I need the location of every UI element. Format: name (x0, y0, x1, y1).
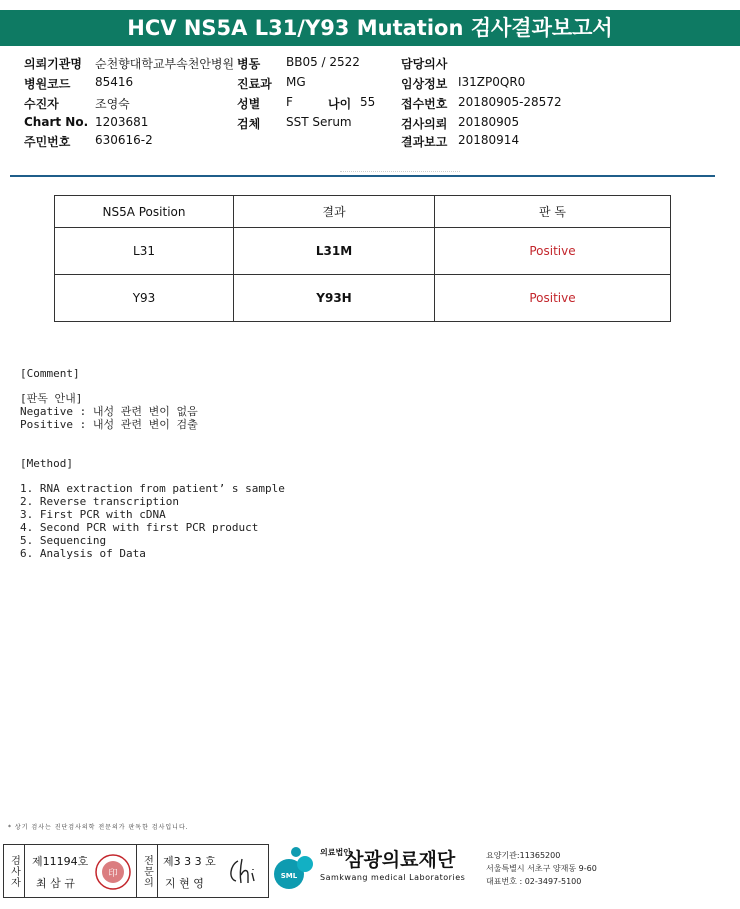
info-label: 병동 (237, 57, 261, 71)
lab-address: 서울특별시 서초구 양재동 9-60 (486, 864, 597, 873)
info-value: 55 (360, 95, 376, 109)
info-label: 수진자 (24, 97, 59, 111)
info-value: BB05 / 2522 (286, 55, 360, 69)
info-label: 담당의사 (401, 57, 448, 71)
info-label: 검체 (237, 117, 261, 131)
info-value: 630616-2 (95, 133, 153, 147)
info-label: 나이 (328, 97, 352, 111)
method-step: 2. Reverse transcription (20, 495, 179, 508)
signature-icon (224, 855, 264, 889)
footer-note: * 상기 검사는 진단검사의학 전문의가 판독한 검사입니다. (8, 824, 189, 831)
info-label: 병원코드 (24, 77, 71, 91)
report-title: HCV NS5A L31/Y93 Mutation 검사결과보고서 (0, 10, 740, 46)
info-value: 20180914 (458, 133, 520, 147)
table-row (55, 275, 671, 322)
info-label: 결과보고 (401, 135, 448, 149)
sml-logo-text: SML (280, 872, 298, 880)
info-value: 20180905-28572 (458, 95, 562, 109)
info-value: 20180905 (458, 115, 520, 129)
position-cell: Y93 (55, 275, 234, 322)
method-step: 1. RNA extraction from patient’ s sample (20, 482, 285, 495)
method-step: 6. Analysis of Data (20, 547, 146, 560)
info-label: 성별 (237, 97, 261, 111)
seal-icon (94, 853, 132, 891)
negative-guide: Negative : 내성 관련 변이 없음 (20, 405, 198, 418)
info-label: 접수번호 (401, 97, 448, 111)
method-step: 5. Sequencing (20, 534, 107, 547)
info-label: 검사의뢰 (401, 117, 448, 131)
info-row (24, 55, 82, 72)
method-step: 4. Second PCR with first PCR product (20, 521, 259, 534)
doctor-license: 제3 3 3 호 (163, 855, 216, 868)
position-cell: L31 (55, 228, 234, 275)
examiner-label-text: 검사자 (8, 854, 20, 888)
doctor-label-text: 전문의 (141, 854, 153, 888)
info-label: 진료과 (237, 77, 272, 91)
dotted-divider (340, 171, 460, 172)
info-value: I31ZP0QR0 (458, 75, 526, 89)
foundation-block (320, 845, 465, 882)
comment-heading: [Comment] (20, 367, 80, 380)
doctor-name: 지 현 영 (165, 877, 204, 890)
signature-box (3, 844, 269, 898)
result-cell: Y93H (234, 275, 435, 322)
table-header-row (55, 196, 671, 228)
method-step: 3. First PCR with cDNA (20, 508, 166, 521)
interpretation-cell: Positive (435, 275, 671, 322)
doctor-label (136, 845, 158, 897)
lab-phone: 대표번호 : 02-3497-5100 (486, 877, 582, 886)
facility-code: 요양기관:11365200 (486, 851, 561, 860)
info-value: 1203681 (95, 115, 149, 129)
info-value: 85416 (95, 75, 134, 89)
foundation-prefix: 의료법인 (320, 848, 351, 857)
info-value: 조영숙 (95, 97, 130, 111)
info-label: 임상정보 (401, 77, 448, 91)
table-row (55, 228, 671, 275)
info-label: Chart No. (24, 115, 89, 129)
info-value: MG (286, 75, 306, 89)
lab-info (486, 849, 597, 888)
positive-guide: Positive : 내성 관련 변이 검출 (20, 418, 198, 431)
info-label: 주민번호 (24, 135, 71, 149)
interpretation-cell: Positive (435, 228, 671, 275)
examiner-name: 최 삼 규 (36, 877, 75, 890)
guide-heading: [판독 안내] (20, 392, 83, 405)
examiner-label (4, 845, 25, 897)
foundation-english: Samkwang medical Laboratories (320, 873, 466, 882)
col-header-position: NS5A Position (55, 196, 234, 228)
header-divider (10, 175, 715, 177)
svg-text:印: 印 (108, 869, 118, 879)
results-table (54, 195, 671, 322)
col-header-interpretation: 판 독 (435, 196, 671, 228)
info-value: F (286, 95, 293, 109)
info-value: SST Serum (286, 115, 352, 129)
sml-logo-icon (272, 846, 320, 890)
col-header-result: 결과 (234, 196, 435, 228)
examiner-license: 제11194호 (32, 855, 89, 868)
method-heading: [Method] (20, 457, 73, 470)
foundation-name: 삼광의료재단 (345, 849, 456, 871)
info-value: 순천향대학교부속천안병원 (95, 57, 235, 71)
info-label: 의뢰기관명 (24, 57, 82, 71)
result-cell: L31M (234, 228, 435, 275)
